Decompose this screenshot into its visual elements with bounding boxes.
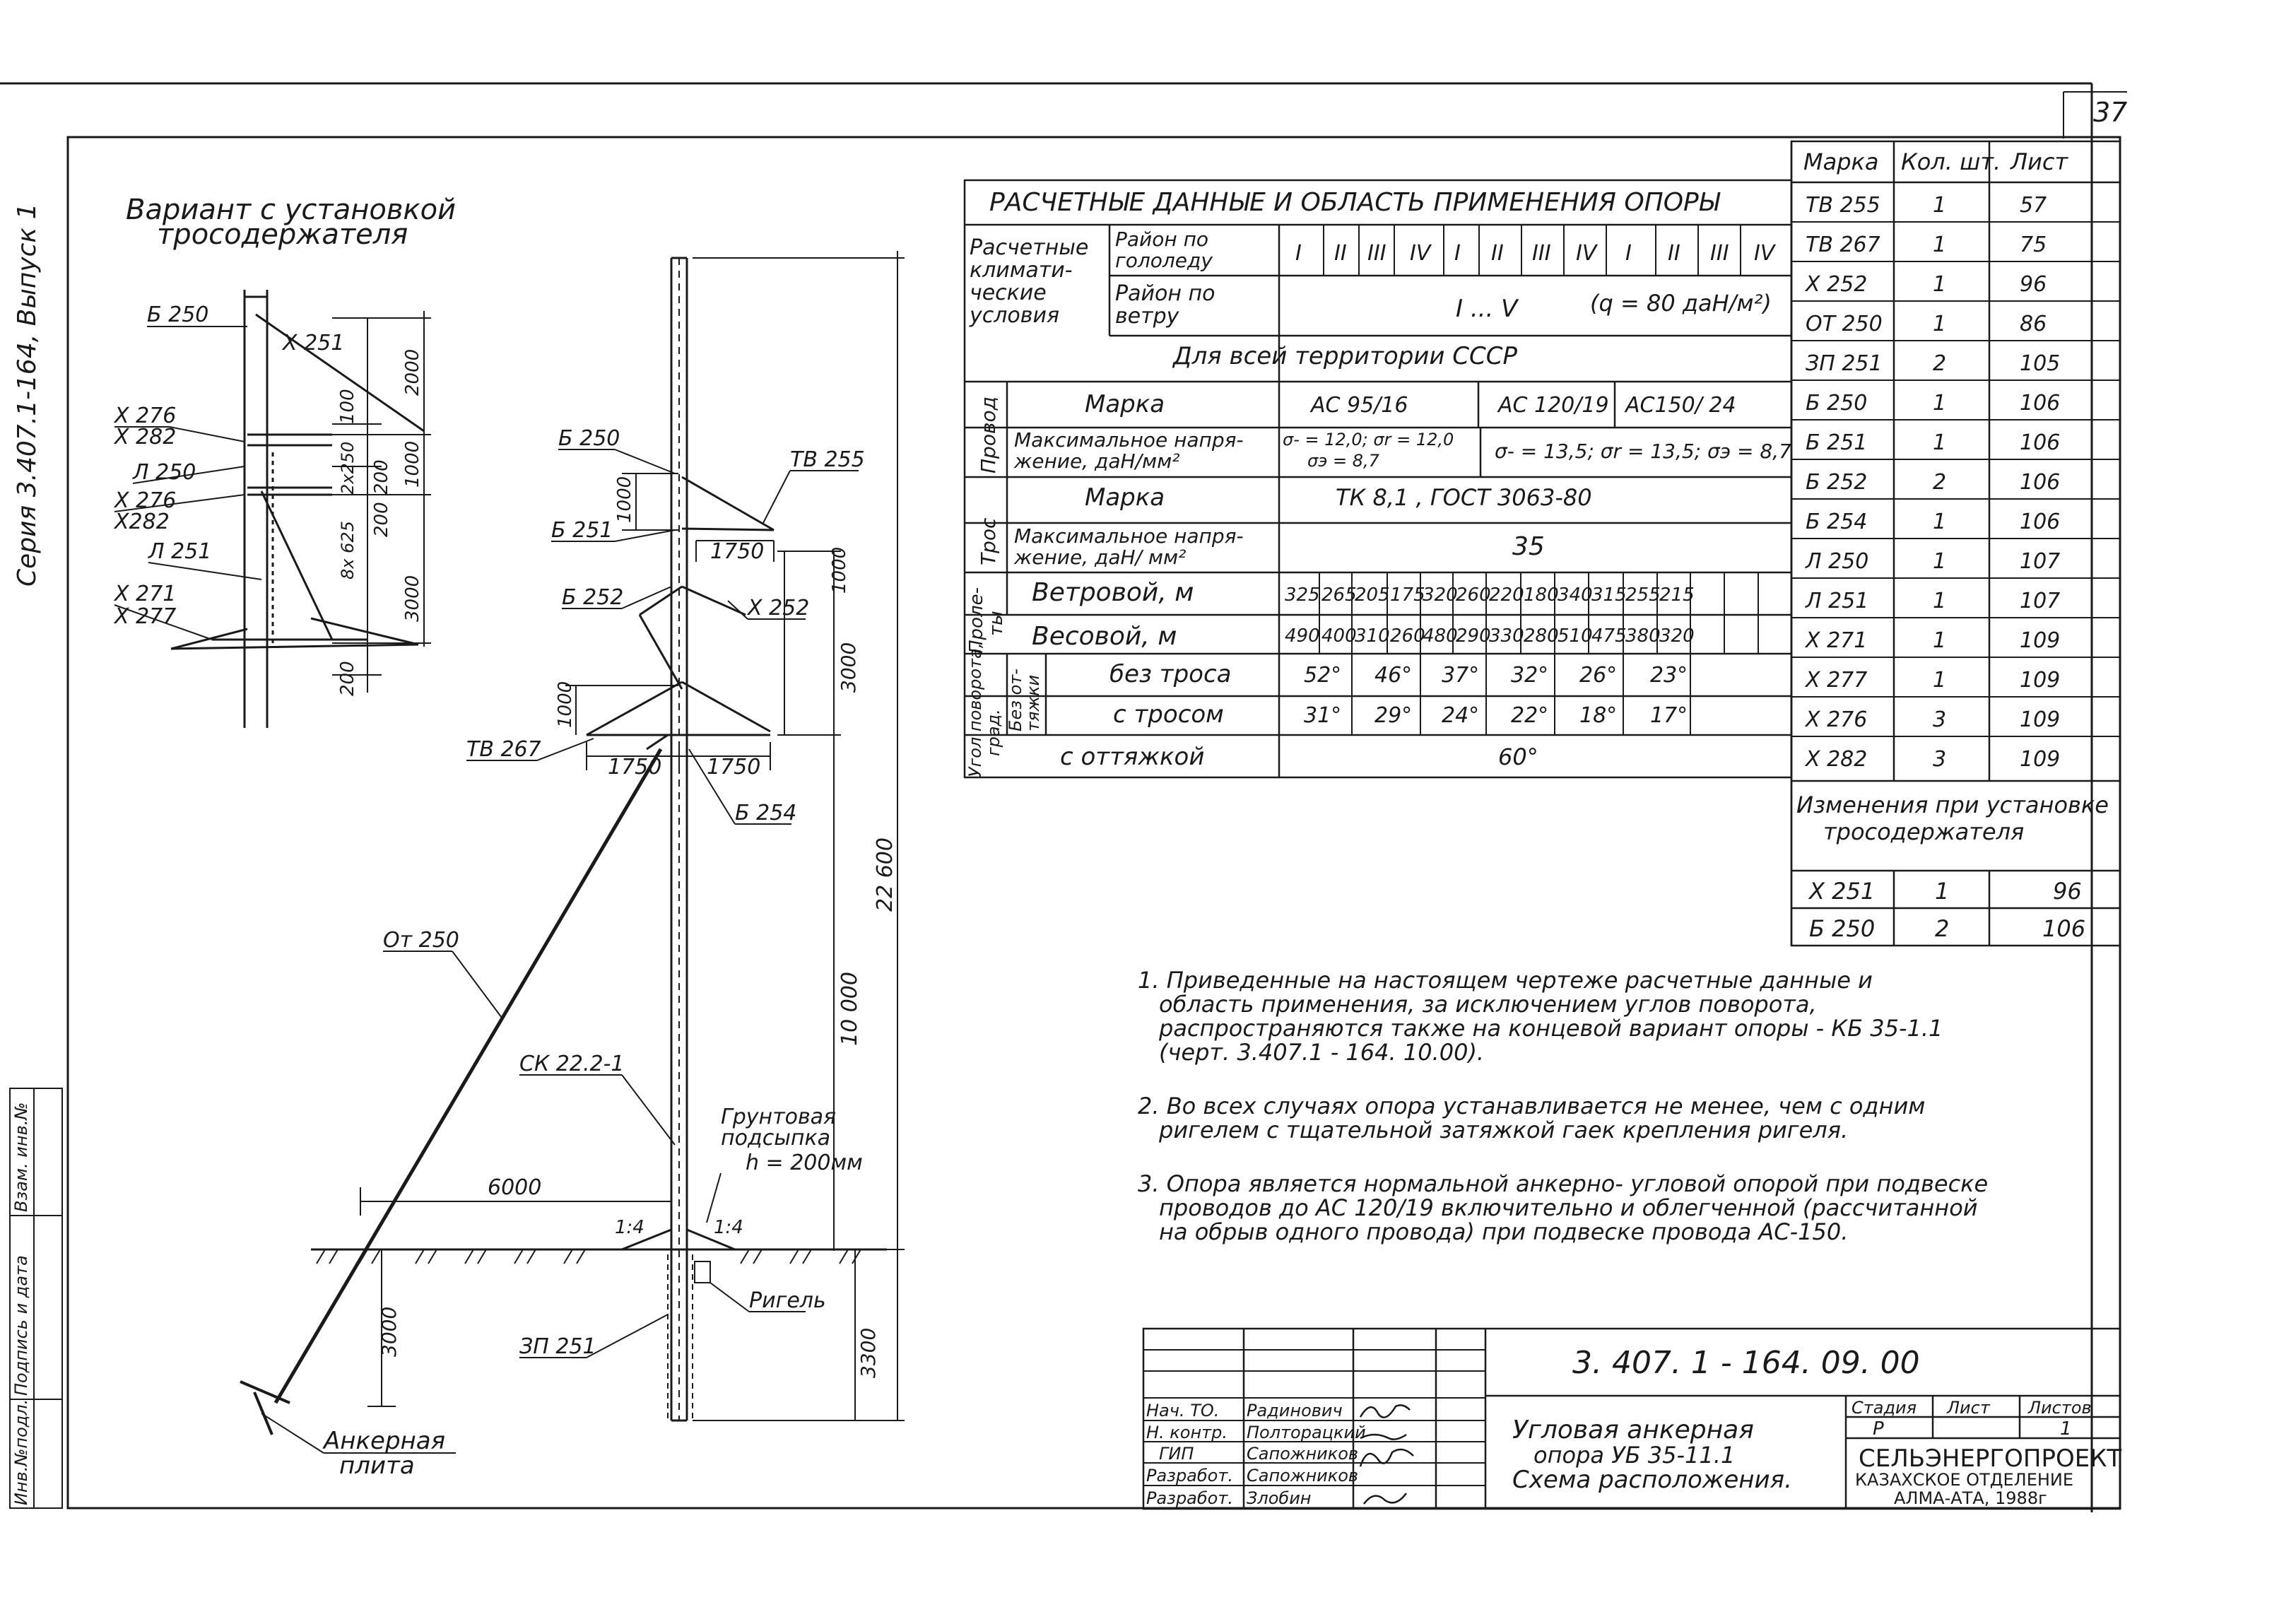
svg-text:Б 250: Б 250	[1806, 391, 1868, 416]
wind-label-2: ветру	[1115, 304, 1179, 329]
svg-text:Радинович: Радинович	[1247, 1401, 1343, 1420]
main-dim-1000a: 1000	[614, 476, 635, 523]
svg-text:380: 380	[1625, 625, 1661, 647]
main-label-ck: СК 22.2-1	[519, 1052, 625, 1076]
svg-text:57: 57	[2020, 193, 2047, 218]
parts-header-mark: Марка	[1803, 148, 1879, 175]
main-dim-3000b: 3000	[377, 1306, 401, 1357]
svg-text:1: 1	[1933, 589, 1947, 613]
svg-text:Нач. ТО.: Нач. ТО.	[1146, 1401, 1220, 1420]
svg-text:24°: 24°	[1442, 703, 1480, 728]
variant-dim-200: 200	[371, 459, 392, 495]
svg-text:1: 1	[1933, 233, 1947, 257]
svg-text:проводов до АС 120/19 включите: проводов до АС 120/19 включительно и облегченной (рассчитанной	[1159, 1194, 1978, 1221]
svg-text:1: 1	[1933, 668, 1947, 693]
main-label-fill2: подсыпка	[721, 1126, 831, 1151]
with-cable-angles	[1304, 703, 1688, 728]
svg-text:I: I	[1625, 241, 1632, 266]
svg-text:Разработ.: Разработ.	[1146, 1488, 1233, 1508]
stage-header: Стадия	[1851, 1398, 1917, 1418]
svg-text:распространяются также на конц: распространяются также на концевой вариант опоры - КБ 35-1.1	[1159, 1015, 1943, 1042]
main-label-fillh: h = 200мм	[746, 1151, 863, 1175]
svg-text:52°: 52°	[1304, 663, 1342, 688]
svg-text:109: 109	[2020, 707, 2061, 732]
svg-text:1: 1	[1933, 193, 1947, 218]
span-label-1: Проле-	[966, 587, 987, 654]
svg-text:106: 106	[2020, 430, 2061, 455]
main-label-zp251: ЗП 251	[519, 1334, 596, 1359]
climatic-label-3: ческие	[970, 281, 1047, 305]
svg-text:106: 106	[2020, 391, 2061, 416]
svg-text:3: 3	[1933, 707, 1947, 732]
wire-stress-1a: σ- = 12,0; σr = 12,0	[1283, 430, 1454, 449]
svg-text:II: II	[1491, 241, 1504, 266]
main-dim-1750c: 1750	[707, 755, 761, 780]
org-branch: КАЗАХСКОЕ ОТДЕЛЕНИЕ	[1855, 1470, 2074, 1490]
variant-dim-1000: 1000	[402, 440, 423, 488]
svg-text:475: 475	[1591, 625, 1627, 647]
no-cable-angles	[1304, 663, 1688, 688]
svg-text:Б 252: Б 252	[1806, 470, 1868, 495]
no-guy-label-1: Без от-	[1006, 669, 1025, 731]
main-label-anchor2: плита	[339, 1452, 415, 1480]
ice-label-2: гололеду	[1115, 249, 1213, 272]
svg-text:340: 340	[1558, 584, 1593, 606]
svg-text:IV: IV	[1410, 241, 1431, 266]
main-dim-1000b: 1000	[829, 546, 850, 594]
svg-text:255: 255	[1625, 584, 1661, 606]
no-guy-label-2: тяжки	[1023, 674, 1043, 731]
svg-text:109: 109	[2020, 628, 2061, 653]
cable-stress: 35	[1512, 532, 1545, 561]
svg-text:2: 2	[1933, 470, 1947, 495]
notes	[1138, 967, 1988, 1245]
title-name-1: Угловая анкерная	[1512, 1416, 1754, 1445]
svg-text:Л 251: Л 251	[1806, 589, 1869, 613]
sheets-header: Листов	[2028, 1398, 2092, 1418]
main-dim-22600: 22 600	[873, 837, 897, 912]
variant-label-x276b: Х 276	[114, 488, 177, 513]
svg-text:1: 1	[1933, 272, 1947, 297]
svg-text:ригелем с тщательной затяжкой: ригелем с тщательной затяжкой гаек крепления ригеля.	[1159, 1117, 1849, 1143]
svg-text:107: 107	[2020, 549, 2061, 574]
wire-mark-1: АС 95/16	[1311, 393, 1408, 418]
variant-dim-200c: 200	[337, 661, 358, 696]
svg-text:Х 251: Х 251	[1809, 878, 1876, 905]
svg-text:325: 325	[1285, 584, 1320, 606]
stamp-sign: Подпись и дата	[11, 1255, 31, 1396]
main-label-slope-left: 1:4	[615, 1217, 644, 1238]
svg-text:Х 277: Х 277	[1806, 668, 1868, 693]
weight-spans	[1285, 625, 1695, 647]
variant-label-x251: Х 251	[283, 331, 345, 355]
main-label-fill1: Грунтовая	[721, 1105, 837, 1129]
svg-text:86: 86	[2020, 312, 2047, 336]
svg-text:490: 490	[1285, 625, 1320, 647]
svg-text:ГИП: ГИП	[1159, 1444, 1194, 1464]
svg-text:330: 330	[1489, 625, 1524, 647]
svg-text:46°: 46°	[1374, 663, 1413, 688]
svg-text:Х 276: Х 276	[1806, 707, 1868, 732]
svg-text:1. Приведенные на настоящем че: 1. Приведенные на настоящем чертеже расчетные данные и	[1138, 967, 1873, 994]
climatic-label-4: условия	[970, 303, 1060, 328]
svg-text:26°: 26°	[1579, 663, 1618, 688]
cable-stress-label-2: жение, даН/ мм²	[1014, 546, 1187, 569]
variant-dim-200b: 200	[371, 502, 392, 537]
variant-label-x277: Х 277	[114, 604, 177, 629]
svg-text:1: 1	[1933, 549, 1947, 574]
svg-text:II: II	[1668, 241, 1680, 266]
variant-title: Вариант с установкой	[126, 194, 457, 226]
svg-text:I: I	[1295, 241, 1302, 266]
svg-text:IV: IV	[1754, 241, 1775, 266]
svg-text:37°: 37°	[1442, 663, 1480, 688]
svg-text:1: 1	[1933, 628, 1947, 653]
svg-text:III: III	[1710, 241, 1729, 266]
main-label-b251: Б 251	[551, 518, 613, 543]
wire-stress-2: σ- = 13,5; σr = 13,5; σэ = 8,7	[1495, 440, 1791, 463]
changes-title-1: Изменения при установке	[1796, 792, 2109, 818]
svg-text:260: 260	[1456, 584, 1491, 606]
svg-text:1: 1	[1933, 510, 1947, 534]
parts-header-qty: Кол. шт.	[1901, 148, 2001, 175]
svg-text:Б 251: Б 251	[1806, 430, 1868, 455]
svg-text:ТВ 255: ТВ 255	[1806, 193, 1880, 218]
main-dim-10000: 10 000	[837, 972, 862, 1046]
no-cable-label: без троса	[1109, 660, 1232, 688]
svg-text:II: II	[1334, 241, 1347, 266]
main-label-b252: Б 252	[562, 585, 624, 610]
main-dim-1750b: 1750	[608, 755, 662, 780]
svg-text:96: 96	[2053, 878, 2082, 905]
svg-text:107: 107	[2020, 589, 2061, 613]
stage-value: Р	[1873, 1418, 1884, 1440]
svg-text:106: 106	[2020, 510, 2061, 534]
cable-marka-label: Марка	[1085, 483, 1165, 512]
variant-label-x282b: Х282	[114, 510, 170, 534]
main-pole	[671, 258, 687, 1420]
cable-label: Трос	[977, 517, 1000, 565]
side-series: Серия 3.407.1-164, Выпуск 1	[13, 203, 42, 587]
svg-text:2: 2	[1935, 915, 1950, 942]
svg-text:105: 105	[2020, 351, 2061, 376]
variant-dim-3000: 3000	[402, 575, 423, 622]
weight-span-label: Весовой, м	[1032, 622, 1177, 651]
variant-dim-2x250: 2х250	[338, 441, 358, 495]
cable-mark: ТК 8,1 , ГОСТ 3063-80	[1336, 484, 1592, 511]
main-label-anchor1: Анкерная	[324, 1427, 446, 1455]
svg-text:Полторацкий: Полторацкий	[1247, 1423, 1366, 1442]
svg-text:96: 96	[2020, 272, 2047, 297]
svg-text:область применения, за исключе: область применения, за исключением углов поворота,	[1159, 991, 1817, 1018]
svg-text:106: 106	[2042, 915, 2086, 942]
parts-header-sheet: Лист	[2011, 148, 2068, 175]
svg-text:IV: IV	[1576, 241, 1597, 266]
svg-text:Сапожников: Сапожников	[1247, 1444, 1359, 1464]
design-table-grid	[965, 180, 1791, 777]
svg-text:Б 254: Б 254	[1806, 510, 1868, 534]
svg-text:310: 310	[1355, 625, 1390, 647]
climatic-label-2: климати-	[970, 258, 1073, 283]
svg-text:1: 1	[1933, 430, 1947, 455]
angle-label-2: град.	[984, 709, 1003, 756]
svg-text:ТВ 267: ТВ 267	[1806, 233, 1880, 257]
svg-text:Б 250: Б 250	[1809, 915, 1876, 942]
ice-regions	[1295, 241, 1777, 266]
ice-label-1: Район по	[1115, 228, 1209, 251]
wire-stress-1b: σэ = 8,7	[1307, 451, 1379, 471]
angle-label-1: Угол поворота,	[965, 642, 985, 777]
design-table-title: РАСЧЕТНЫЕ ДАННЫЕ И ОБЛАСТЬ ПРИМЕНЕНИЯ ОПОРЫ	[989, 188, 1720, 217]
svg-text:320: 320	[1423, 584, 1458, 606]
org-city: АЛМА-АТА, 1988г	[1894, 1488, 2047, 1508]
title-people	[1247, 1401, 1366, 1508]
svg-text:280: 280	[1524, 625, 1559, 647]
main-dim-1750a: 1750	[710, 539, 765, 564]
main-label-b250: Б 250	[558, 426, 620, 451]
svg-text:1: 1	[1933, 391, 1947, 416]
svg-text:320: 320	[1659, 625, 1695, 647]
wind-value: I ... V	[1456, 295, 1518, 323]
svg-text:175: 175	[1390, 584, 1425, 606]
stamp-replace: Взам. инв.№	[11, 1102, 31, 1212]
svg-text:на обрыв одного провода) при п: на обрыв одного провода) при подвеске провода АС-150.	[1159, 1218, 1849, 1245]
cable-stress-label-1: Максимальное напря-	[1014, 524, 1244, 548]
svg-text:2. Во всех случаях опора устан: 2. Во всех случаях опора устанавливается не менее, чем с одним	[1138, 1093, 1926, 1119]
svg-text:Сапожников: Сапожников	[1247, 1466, 1359, 1486]
svg-text:400: 400	[1321, 625, 1357, 647]
main-dim-3300: 3300	[856, 1327, 880, 1378]
span-label-2: ты	[986, 611, 1007, 636]
with-guy-label: с оттяжкой	[1060, 743, 1205, 771]
wind-spans	[1285, 584, 1695, 606]
changes-rows	[1808, 878, 2085, 942]
main-label-tb255: ТВ 255	[790, 447, 865, 472]
changes-title-2: тросодержателя	[1823, 818, 2025, 845]
variant-label-x282: Х 282	[114, 425, 177, 449]
wind-span-label: Ветровой, м	[1032, 578, 1194, 607]
main-label-x252: Х 252	[748, 596, 810, 620]
svg-text:III: III	[1367, 241, 1387, 266]
variant-subtitle: тросодержателя	[157, 218, 408, 251]
svg-text:III: III	[1532, 241, 1551, 266]
svg-text:3: 3	[1933, 747, 1947, 772]
org-name: СЕЛЬЭНЕРГОПРОЕКТ	[1859, 1445, 2122, 1473]
wire-mark-3: АС150/ 24	[1625, 393, 1736, 418]
svg-text:ЗП 251: ЗП 251	[1806, 351, 1883, 376]
wind-label-1: Район по	[1115, 281, 1215, 306]
svg-text:205: 205	[1355, 584, 1390, 606]
main-label-tb267: ТВ 267	[466, 737, 541, 762]
svg-text:260: 260	[1390, 625, 1425, 647]
wire-mark-2: АС 120/19	[1498, 393, 1609, 418]
variant-label-x271: Х 271	[114, 582, 177, 606]
title-code: 3. 407. 1 - 164. 09. 00	[1572, 1345, 1920, 1381]
wind-q: (q = 80 даН/м²)	[1590, 290, 1772, 317]
variant-dim-100: 100	[337, 389, 358, 424]
stamp-inv: Инв.№подл.	[11, 1399, 31, 1505]
svg-text:109: 109	[2020, 668, 2061, 693]
svg-text:265: 265	[1321, 584, 1357, 606]
variant-label-b250: Б 250	[147, 302, 209, 327]
svg-text:3. Опора является нормальной а: 3. Опора является нормальной анкерно- угловой опорой при подвеске	[1138, 1170, 1989, 1197]
svg-text:Злобин: Злобин	[1247, 1488, 1312, 1508]
main-dim-1000c: 1000	[555, 681, 576, 728]
svg-text:2: 2	[1933, 351, 1947, 376]
svg-text:510: 510	[1558, 625, 1593, 647]
svg-text:32°: 32°	[1511, 663, 1549, 688]
territory: Для всей территории СССР	[1173, 342, 1518, 370]
svg-text:ОТ 250: ОТ 250	[1806, 312, 1883, 336]
wire-stress-label-2: жение, даН/мм²	[1014, 449, 1180, 473]
title-name-3: Схема расположения.	[1512, 1466, 1792, 1494]
main-label-slope-right: 1:4	[714, 1217, 743, 1238]
sheet-number: 37	[2093, 97, 2128, 128]
main-dim-6000: 6000	[488, 1175, 542, 1200]
title-roles	[1146, 1401, 1233, 1508]
svg-text:75: 75	[2020, 233, 2047, 257]
variant-label-l251: Л 251	[148, 539, 212, 564]
svg-text:215: 215	[1659, 584, 1695, 606]
svg-text:Разработ.: Разработ.	[1146, 1466, 1233, 1486]
main-label-rigel: Ригель	[749, 1288, 826, 1313]
svg-text:290: 290	[1456, 625, 1491, 647]
svg-text:Х 282: Х 282	[1806, 747, 1868, 772]
wire-stress-label-1: Максимальное напря-	[1014, 428, 1244, 452]
svg-text:Х 252: Х 252	[1806, 272, 1868, 297]
sheet-header: Лист	[1947, 1398, 1990, 1418]
svg-text:220: 220	[1489, 584, 1524, 606]
ground-hatch	[317, 1249, 861, 1264]
variant-label-l250: Л 250	[133, 460, 196, 485]
with-cable-label: с тросом	[1113, 700, 1224, 729]
wire-label: Провод	[977, 396, 1000, 473]
svg-text:Н. контр.: Н. контр.	[1146, 1423, 1228, 1442]
svg-text:I: I	[1454, 241, 1461, 266]
svg-text:23°: 23°	[1650, 663, 1688, 688]
svg-text:17°: 17°	[1650, 703, 1688, 728]
svg-text:180: 180	[1524, 584, 1559, 606]
main-dim-3000a: 3000	[837, 642, 860, 693]
svg-text:106: 106	[2020, 470, 2061, 495]
svg-text:1: 1	[1933, 312, 1947, 336]
variant-dim-8x625: 8х 625	[338, 521, 358, 580]
climatic-label-1: Расчетные	[970, 235, 1089, 260]
with-guy-angle: 60°	[1498, 743, 1538, 770]
wire-marka-label: Марка	[1085, 390, 1165, 418]
svg-text:22°: 22°	[1511, 703, 1549, 728]
svg-text:18°: 18°	[1579, 703, 1618, 728]
svg-text:31°: 31°	[1304, 703, 1342, 728]
main-label-ot250: От 250	[383, 928, 459, 953]
main-label-b254: Б 254	[735, 801, 797, 825]
svg-text:480: 480	[1423, 625, 1458, 647]
svg-text:Л 250: Л 250	[1806, 549, 1869, 574]
variant-label-x276: Х 276	[114, 404, 177, 428]
svg-text:Х 271: Х 271	[1806, 628, 1868, 653]
svg-text:29°: 29°	[1374, 703, 1413, 728]
sheets-value: 1	[2060, 1418, 2072, 1440]
variant-dim-2000: 2000	[402, 348, 423, 396]
svg-text:315: 315	[1591, 584, 1627, 606]
svg-text:(черт. 3.407.1 - 164. 10.00).: (черт. 3.407.1 - 164. 10.00).	[1159, 1039, 1485, 1066]
svg-text:109: 109	[2020, 747, 2061, 772]
title-name-2: опора УБ 35-11.1	[1533, 1442, 1736, 1469]
svg-text:1: 1	[1935, 878, 1950, 905]
parts-rows	[1804, 193, 2060, 772]
